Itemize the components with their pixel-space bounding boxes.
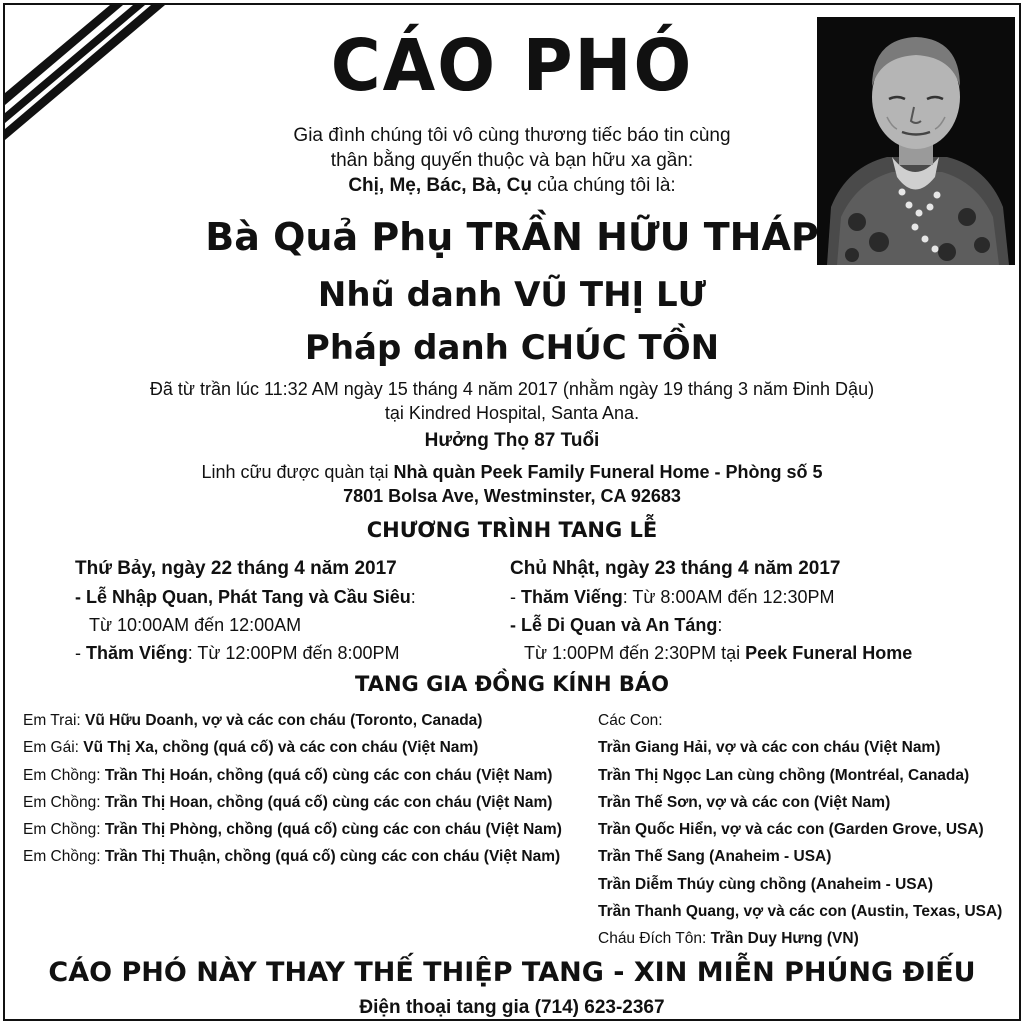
child-name: Trần Thế Sang (Anaheim - USA) bbox=[598, 848, 832, 866]
obituary-notice bbox=[3, 3, 1021, 1021]
day-2-item-2 bbox=[510, 611, 912, 639]
day-2-item-2-place: Peek Funeral Home bbox=[745, 643, 913, 663]
funeral-home: Nhà quàn Peek Family Funeral Home - Phòng số 5 bbox=[393, 462, 823, 482]
child-name: Trần Thế Sơn, vợ và các con (Việt Nam) bbox=[598, 793, 891, 811]
day-2-item-1-label: Thăm Viếng bbox=[521, 587, 623, 607]
family-row bbox=[23, 789, 562, 816]
grandchild-label: Cháu Đích Tôn: bbox=[598, 930, 711, 948]
relation-label: Em Chồng: bbox=[23, 848, 105, 866]
family-row bbox=[23, 734, 562, 761]
day-2-item-1 bbox=[510, 583, 912, 611]
day-1-item-1-time: Từ 10:00AM đến 12:00AM bbox=[89, 615, 302, 635]
family-title: TANG GIA ĐỒNG KÍNH BÁO bbox=[355, 672, 669, 696]
deceased-name: Bà Quả Phụ TRẦN HỮU THÁP bbox=[205, 215, 819, 259]
day-2-item-2-label: - Lễ Di Quan và An Táng bbox=[510, 615, 718, 635]
family-phone: Điện thoại tang gia (714) 623-2367 bbox=[359, 997, 665, 1018]
relative-name: Trần Thị Thuận, chồng (quá cố) cùng các con cháu (Việt Nam) bbox=[104, 848, 561, 866]
grandchild-row bbox=[598, 925, 1002, 952]
relation-label: Em Chồng: bbox=[23, 821, 105, 839]
day-1-heading: Thứ Bảy, ngày 22 tháng 4 năm 2017 bbox=[75, 558, 397, 579]
intro-line-2: thân bằng quyến thuộc và bạn hữu xa gần: bbox=[330, 150, 694, 171]
relative-name: Trần Thị Phòng, chồng (quá cố) cùng các con cháu (Việt Nam) bbox=[104, 821, 562, 839]
child-name: Trần Giang Hải, vợ và các con cháu (Việt Nam) bbox=[598, 739, 941, 757]
intro-line-3 bbox=[5, 173, 1019, 198]
dharma-name: Pháp danh CHÚC TỒN bbox=[304, 328, 720, 368]
day-1-item-2-label: Thăm Viếng bbox=[86, 643, 188, 663]
intro-line-1: Gia đình chúng tôi vô cùng thương tiếc báo tin cùng bbox=[293, 125, 731, 146]
viewing-location bbox=[5, 460, 1019, 508]
passing-date: Đã từ trần lúc 11:32 AM ngày 15 tháng 4 năm 2017 (nhằm ngày 19 tháng 3 năm Đinh Dậu) bbox=[149, 379, 875, 399]
relative-name: Vũ Thị Xa, chồng (quá cố) và các con cháu (Việt Nam) bbox=[83, 739, 479, 757]
child-name: Trần Diễm Thúy cùng chồng (Anaheim - USA) bbox=[598, 875, 933, 893]
age-text: Hưởng Thọ 87 Tuổi bbox=[424, 430, 600, 451]
relative-name: Vũ Hữu Doanh, vợ và các con cháu (Toronto, Canada) bbox=[85, 712, 483, 729]
day-2-item-1-time: : Từ 8:00AM đến 12:30PM bbox=[622, 587, 835, 607]
day-1-item-2-time: : Từ 12:00PM đến 8:00PM bbox=[187, 643, 400, 663]
day-2-heading: Chủ Nhật, ngày 23 tháng 4 năm 2017 bbox=[510, 558, 841, 579]
viewing-line bbox=[5, 460, 1019, 484]
schedule-day-2 bbox=[510, 555, 912, 667]
schedule-title: CHƯƠNG TRÌNH TANG LỄ bbox=[366, 518, 658, 542]
day-2-item-2-time-prefix: Từ 1:00PM đến 2:30PM tại bbox=[524, 643, 746, 663]
child-name: Trần Thanh Quang, vợ và các con (Austin, Texas, USA) bbox=[598, 903, 1003, 921]
funeral-home-address: 7801 Bolsa Ave, Westminster, CA 92683 bbox=[343, 486, 681, 506]
family-row bbox=[23, 707, 562, 734]
relative-name: Trần Thị Hoan, chồng (quá cố) cùng các con cháu (Việt Nam) bbox=[104, 793, 553, 811]
relation-label: Em Gái: bbox=[23, 739, 84, 757]
day-1-item-1-label: - Lễ Nhập Quan, Phát Tang và Cầu Siêu bbox=[75, 587, 411, 607]
children-label: Các Con: bbox=[598, 712, 663, 729]
day-1-item-2 bbox=[75, 639, 416, 667]
passing-details bbox=[5, 377, 1019, 425]
day-2-item-1-dash: - bbox=[510, 587, 521, 607]
intro-text bbox=[5, 123, 1019, 198]
child-name: Trần Quốc Hiển, vợ và các con (Garden Grove, USA) bbox=[598, 821, 984, 839]
family-row bbox=[23, 762, 562, 789]
passing-place: tại Kindred Hospital, Santa Ana. bbox=[384, 403, 640, 423]
day-1-item-1-colon: : bbox=[410, 587, 416, 607]
day-2-item-2-colon: : bbox=[717, 615, 723, 635]
footer-notice: CÁO PHÓ NÀY THAY THẾ THIỆP TANG - XIN MIỄN PHÚNG ĐIẾU bbox=[48, 957, 976, 988]
relative-name: Trần Thị Hoán, chồng (quá cố) cùng các con cháu (Việt Nam) bbox=[104, 766, 553, 784]
day-2-item-2-time bbox=[510, 639, 912, 667]
day-1-item-1 bbox=[75, 583, 416, 611]
maiden-name: Nhũ danh VŨ THỊ LƯ bbox=[317, 275, 707, 315]
family-row bbox=[23, 816, 562, 843]
relation-label: Em Chồng: bbox=[23, 793, 105, 811]
intro-line-3-rest: của chúng tôi là: bbox=[532, 175, 676, 196]
grandchild-name: Trần Duy Hưng (VN) bbox=[710, 930, 859, 948]
schedule-day-1 bbox=[75, 555, 416, 667]
relation-list: Chị, Mẹ, Bác, Bà, Cụ bbox=[348, 175, 533, 196]
page-title: CÁO PHÓ bbox=[330, 25, 694, 108]
relation-label: Em Chồng: bbox=[23, 766, 105, 784]
family-list-left bbox=[23, 707, 562, 871]
viewing-prefix: Linh cữu được quàn tại bbox=[201, 462, 394, 482]
relation-label: Em Trai: bbox=[23, 712, 86, 729]
day-1-item-2-dash: - bbox=[75, 643, 86, 663]
family-row bbox=[23, 843, 562, 870]
family-list-right bbox=[598, 707, 1002, 953]
child-name: Trần Thị Ngọc Lan cùng chồng (Montréal, Canada) bbox=[598, 766, 970, 784]
